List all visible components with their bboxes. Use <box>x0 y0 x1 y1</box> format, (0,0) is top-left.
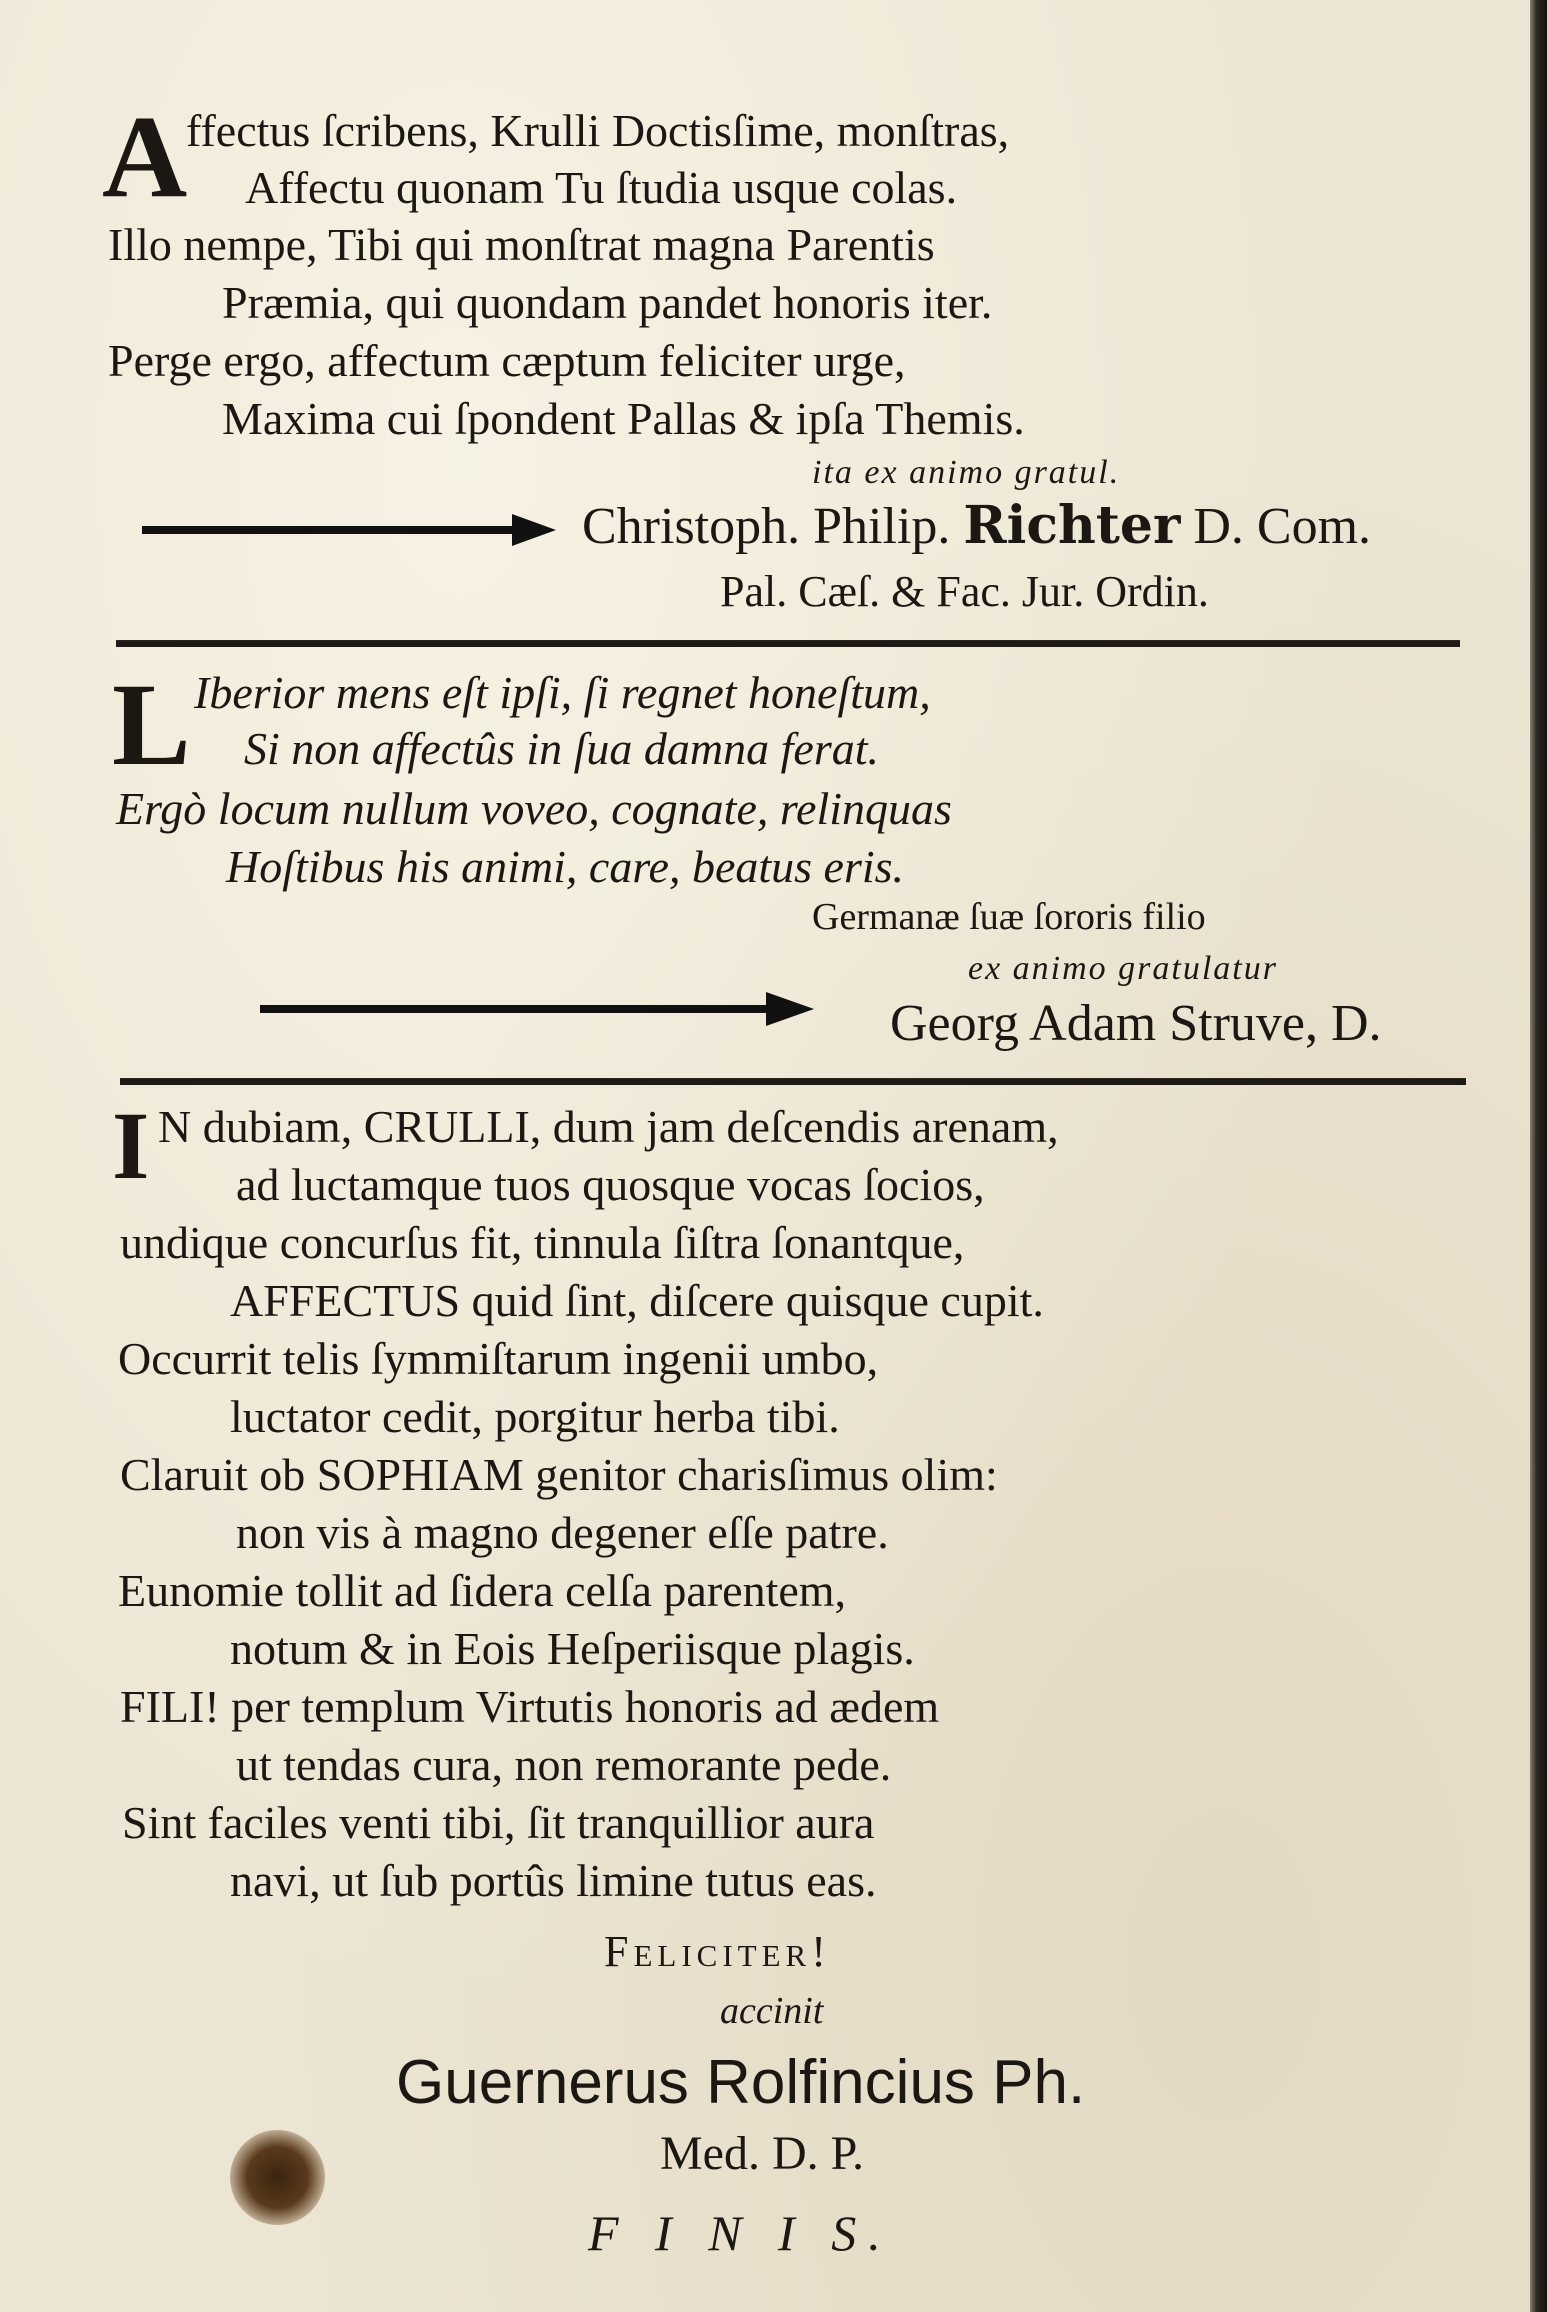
signature-rolfincius-line2: Med. D. P. <box>660 2127 865 2180</box>
poem1-line-2: Affectu quonam Tu ſtudia usque colas. <box>245 162 958 213</box>
poem1-line-1: ffectus ſcribens, Krulli Doctisſime, monſtras, <box>186 105 1010 156</box>
poem3-line-2: ad luctamque tuos quosque vocas ſocios, <box>236 1159 985 1210</box>
ink-stain <box>230 2130 325 2225</box>
poem3-line-8: non vis à magno degener eſſe patre. <box>236 1507 889 1558</box>
poem2-line-3: Ergò locum nullum voveo, cognate, relinquas <box>116 783 952 834</box>
arrow-right-icon <box>140 512 560 548</box>
poem3-line-11: FILI! per templum Virtutis honoris ad ædem <box>120 1681 940 1732</box>
poem3-line-12: ut tendas cura, non remorante pede. <box>236 1739 892 1790</box>
drop-cap-i: I <box>112 1092 150 1199</box>
poem2-line-4: Hoſtibus his animi, care, beatus eris. <box>226 841 905 892</box>
poem1-line-4: Præmia, qui quondam pandet honoris iter. <box>222 277 993 328</box>
poem3-accinit: accinit <box>720 1990 824 2032</box>
finis: F I N I S. <box>588 2205 893 2261</box>
drop-cap-l: L <box>112 659 191 790</box>
poem2-gratulation: ex animo gratulatur <box>968 950 1278 987</box>
drop-cap-a: A <box>102 91 188 222</box>
signature-richter-surname: Richter <box>963 495 1181 556</box>
poem1-line-5: Perge ergo, affectum cæptum feliciter urge, <box>108 335 906 386</box>
divider-rule-2 <box>120 1078 1466 1085</box>
signature-richter <box>582 495 1372 556</box>
poem3-line-5: Occurrit telis ſymmiſtarum ingenii umbo, <box>118 1333 879 1384</box>
poem3-line-7: Claruit ob SOPHIAM genitor charisſimus olim: <box>120 1449 998 1500</box>
poem1-line-3: Illo nempe, Tibi qui monſtrat magna Parentis <box>108 219 935 270</box>
poem2-dedication: Germanæ ſuæ ſororis filio <box>812 896 1206 938</box>
poem1-gratulation: ita ex animo gratul. <box>812 454 1121 491</box>
arrow-right-icon-2 <box>258 990 818 1028</box>
poem2-line-2: Si non affectûs in ſua damna ferat. <box>244 723 880 774</box>
poem3-line-4: AFFECTUS quid ſint, diſcere quisque cupit. <box>230 1275 1044 1326</box>
page-edge <box>1530 0 1547 2312</box>
signature-richter-line2: Pal. Cæſ. & Fac. Jur. Ordin. <box>720 567 1209 616</box>
signature-richter-title: D. Com. <box>1193 498 1372 555</box>
poem3-line-14: navi, ut ſub portûs limine tutus eas. <box>230 1855 877 1906</box>
poem3-line-10: notum & in Eois Heſperiisque plagis. <box>230 1623 915 1674</box>
signature-richter-name: Christoph. Philip. <box>582 498 951 555</box>
poem2-line-1: Iberior mens eſt ipſi, ſi regnet honeſtum, <box>194 667 931 718</box>
poem1-line-6: Maxima cui ſpondent Pallas & ipſa Themis. <box>222 393 1025 444</box>
poem3-line-9: Eunomie tollit ad ſidera celſa parentem, <box>118 1565 847 1616</box>
poem3-line-3: undique concurſus fit, tinnula ſiſtra ſonantque, <box>120 1217 965 1268</box>
signature-struve: Georg Adam Struve, D. <box>890 995 1382 1052</box>
poem3-line-6: luctator cedit, porgitur herba tibi. <box>230 1391 840 1442</box>
signature-rolfincius: Guernerus Rolfincius Ph. <box>396 2048 1086 2117</box>
divider-rule-1 <box>116 640 1460 647</box>
poem3-line-1: N dubiam, CRULLI, dum jam deſcendis arenam, <box>158 1101 1059 1152</box>
poem3-line-13: Sint faciles venti tibi, ſit tranquillior aura <box>122 1797 875 1848</box>
poem3-closing: Feliciter! <box>604 1927 831 1976</box>
